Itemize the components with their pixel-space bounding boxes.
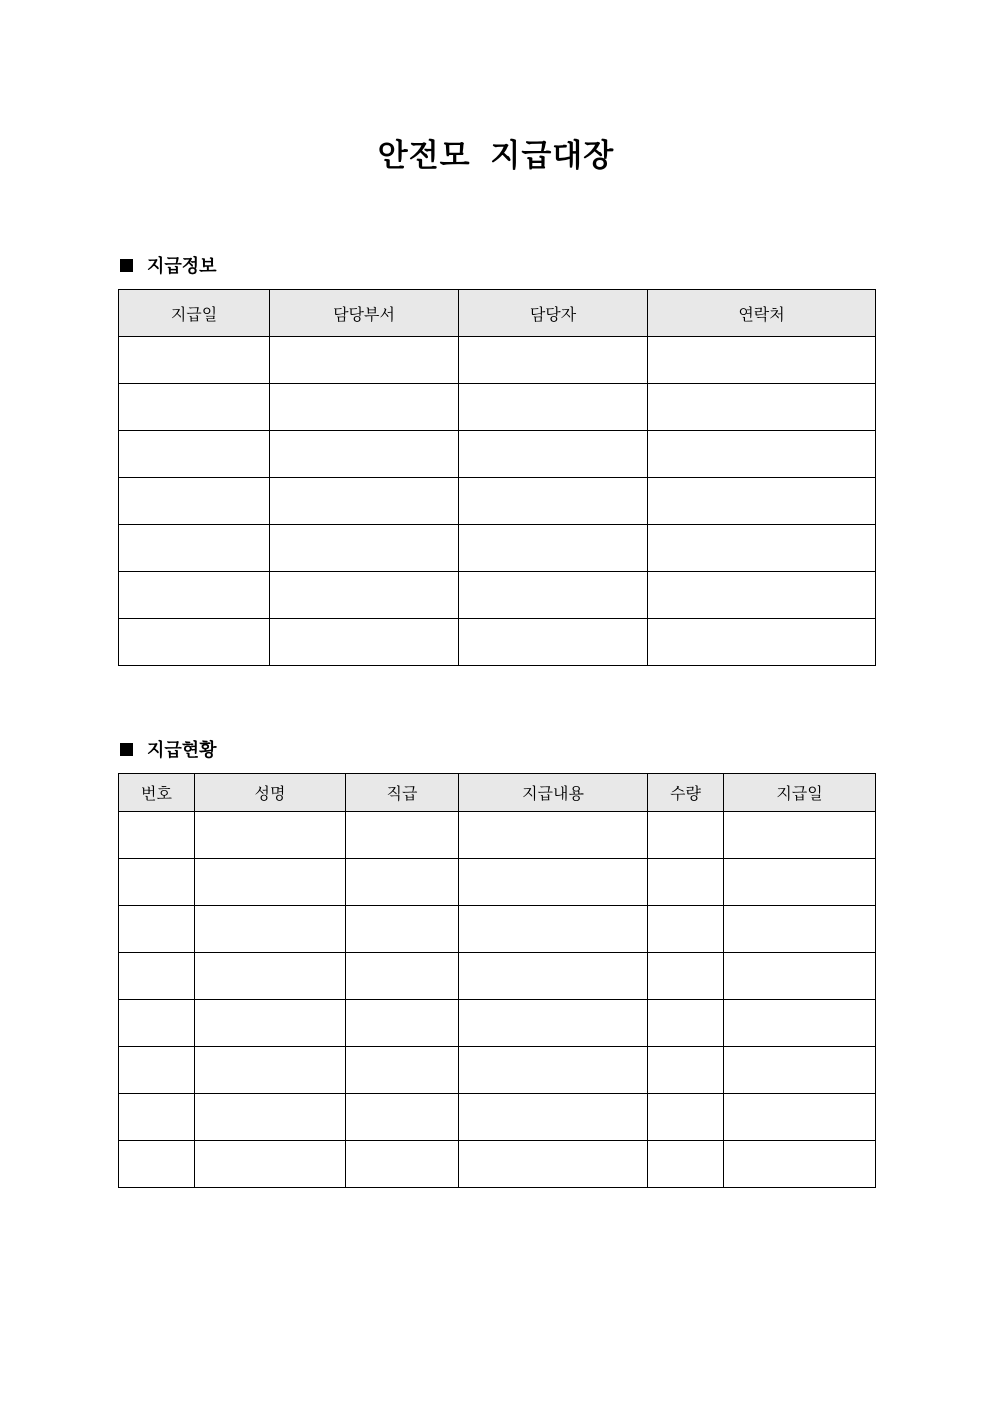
section-heading-status xyxy=(118,737,217,761)
table-cell[interactable] xyxy=(648,619,876,666)
table-row xyxy=(119,1000,876,1047)
table-cell[interactable] xyxy=(459,906,648,953)
table-cell[interactable] xyxy=(459,859,648,906)
table-cell[interactable] xyxy=(195,1000,346,1047)
table-row xyxy=(119,859,876,906)
table-cell[interactable] xyxy=(270,525,459,572)
table-header-row xyxy=(119,290,876,337)
section-heading-label: 지급현황 xyxy=(147,740,217,761)
table-cell[interactable] xyxy=(724,812,876,859)
section-heading-info xyxy=(118,253,217,277)
table-row xyxy=(119,384,876,431)
table-cell[interactable] xyxy=(119,384,270,431)
table-cell[interactable] xyxy=(648,384,876,431)
table-cell[interactable] xyxy=(724,1141,876,1188)
table-cell[interactable] xyxy=(724,1000,876,1047)
table-cell[interactable] xyxy=(648,525,876,572)
table-cell[interactable] xyxy=(346,1094,459,1141)
table-cell[interactable] xyxy=(119,906,195,953)
table-cell[interactable] xyxy=(459,1047,648,1094)
column-header-department: 담당부서 xyxy=(270,290,459,337)
table-cell[interactable] xyxy=(270,478,459,525)
table-row xyxy=(119,337,876,384)
table-cell[interactable] xyxy=(195,906,346,953)
column-header-issue-date: 지급일 xyxy=(119,290,270,337)
column-header-manager: 담당자 xyxy=(459,290,648,337)
table-cell[interactable] xyxy=(119,1047,195,1094)
table-cell[interactable] xyxy=(346,812,459,859)
table-cell[interactable] xyxy=(459,525,648,572)
square-bullet-icon xyxy=(120,259,133,272)
table-row xyxy=(119,1141,876,1188)
table-row xyxy=(119,953,876,1000)
table-cell[interactable] xyxy=(119,337,270,384)
table-row xyxy=(119,1094,876,1141)
page-title: 안전모 지급대장 xyxy=(377,138,615,174)
table-cell[interactable] xyxy=(459,572,648,619)
table-cell[interactable] xyxy=(459,812,648,859)
table-cell[interactable] xyxy=(119,619,270,666)
table-row xyxy=(119,812,876,859)
table-cell[interactable] xyxy=(459,619,648,666)
square-bullet-icon xyxy=(120,743,133,756)
table-row xyxy=(119,431,876,478)
table-cell[interactable] xyxy=(459,384,648,431)
table-cell[interactable] xyxy=(195,1094,346,1141)
table-cell[interactable] xyxy=(648,431,876,478)
table-cell[interactable] xyxy=(459,1094,648,1141)
table-cell[interactable] xyxy=(195,1047,346,1094)
table-cell[interactable] xyxy=(724,953,876,1000)
table-cell[interactable] xyxy=(119,859,195,906)
table-cell[interactable] xyxy=(724,859,876,906)
table-cell[interactable] xyxy=(346,859,459,906)
table-cell[interactable] xyxy=(459,1141,648,1188)
table-cell[interactable] xyxy=(459,953,648,1000)
table-cell[interactable] xyxy=(119,1000,195,1047)
table-cell[interactable] xyxy=(459,337,648,384)
table-cell[interactable] xyxy=(648,812,724,859)
table-cell[interactable] xyxy=(459,431,648,478)
section-heading-label: 지급정보 xyxy=(147,256,217,277)
table-cell[interactable] xyxy=(346,953,459,1000)
table-cell[interactable] xyxy=(195,953,346,1000)
table-cell[interactable] xyxy=(346,906,459,953)
table-row xyxy=(119,478,876,525)
table-cell[interactable] xyxy=(724,906,876,953)
column-header-name: 성명 xyxy=(195,774,346,812)
table-cell[interactable] xyxy=(119,1094,195,1141)
table-cell[interactable] xyxy=(346,1141,459,1188)
status-table xyxy=(118,773,876,1188)
table-cell[interactable] xyxy=(648,1141,724,1188)
info-table xyxy=(118,289,876,666)
table-cell[interactable] xyxy=(346,1000,459,1047)
table-row xyxy=(119,1047,876,1094)
table-cell[interactable] xyxy=(648,906,724,953)
table-cell[interactable] xyxy=(119,431,270,478)
column-header-quantity: 수량 xyxy=(648,774,724,812)
table-cell[interactable] xyxy=(648,337,876,384)
table-header-row xyxy=(119,774,876,812)
table-cell[interactable] xyxy=(270,384,459,431)
table-cell[interactable] xyxy=(119,953,195,1000)
table-cell[interactable] xyxy=(648,1000,724,1047)
table-row xyxy=(119,906,876,953)
column-header-number: 번호 xyxy=(119,774,195,812)
table-cell[interactable] xyxy=(724,1047,876,1094)
table-cell[interactable] xyxy=(270,572,459,619)
column-header-contact: 연락처 xyxy=(648,290,876,337)
table-row xyxy=(119,619,876,666)
table-cell[interactable] xyxy=(270,337,459,384)
table-cell[interactable] xyxy=(648,1047,724,1094)
table-cell[interactable] xyxy=(119,525,270,572)
table-cell[interactable] xyxy=(119,812,195,859)
table-cell[interactable] xyxy=(346,1047,459,1094)
table-cell[interactable] xyxy=(648,953,724,1000)
table-cell[interactable] xyxy=(648,572,876,619)
table-row xyxy=(119,525,876,572)
table-cell[interactable] xyxy=(195,859,346,906)
table-cell[interactable] xyxy=(459,478,648,525)
table-cell[interactable] xyxy=(270,431,459,478)
table-cell[interactable] xyxy=(119,572,270,619)
table-cell[interactable] xyxy=(119,1141,195,1188)
table-cell[interactable] xyxy=(119,478,270,525)
table-cell[interactable] xyxy=(195,812,346,859)
column-header-issue-details: 지급내용 xyxy=(459,774,648,812)
table-cell[interactable] xyxy=(270,619,459,666)
table-cell[interactable] xyxy=(195,1141,346,1188)
table-cell[interactable] xyxy=(648,1094,724,1141)
column-header-issue-date: 지급일 xyxy=(724,774,876,812)
table-cell[interactable] xyxy=(459,1000,648,1047)
table-cell[interactable] xyxy=(648,478,876,525)
column-header-position: 직급 xyxy=(346,774,459,812)
table-cell[interactable] xyxy=(648,859,724,906)
table-row xyxy=(119,572,876,619)
table-cell[interactable] xyxy=(724,1094,876,1141)
